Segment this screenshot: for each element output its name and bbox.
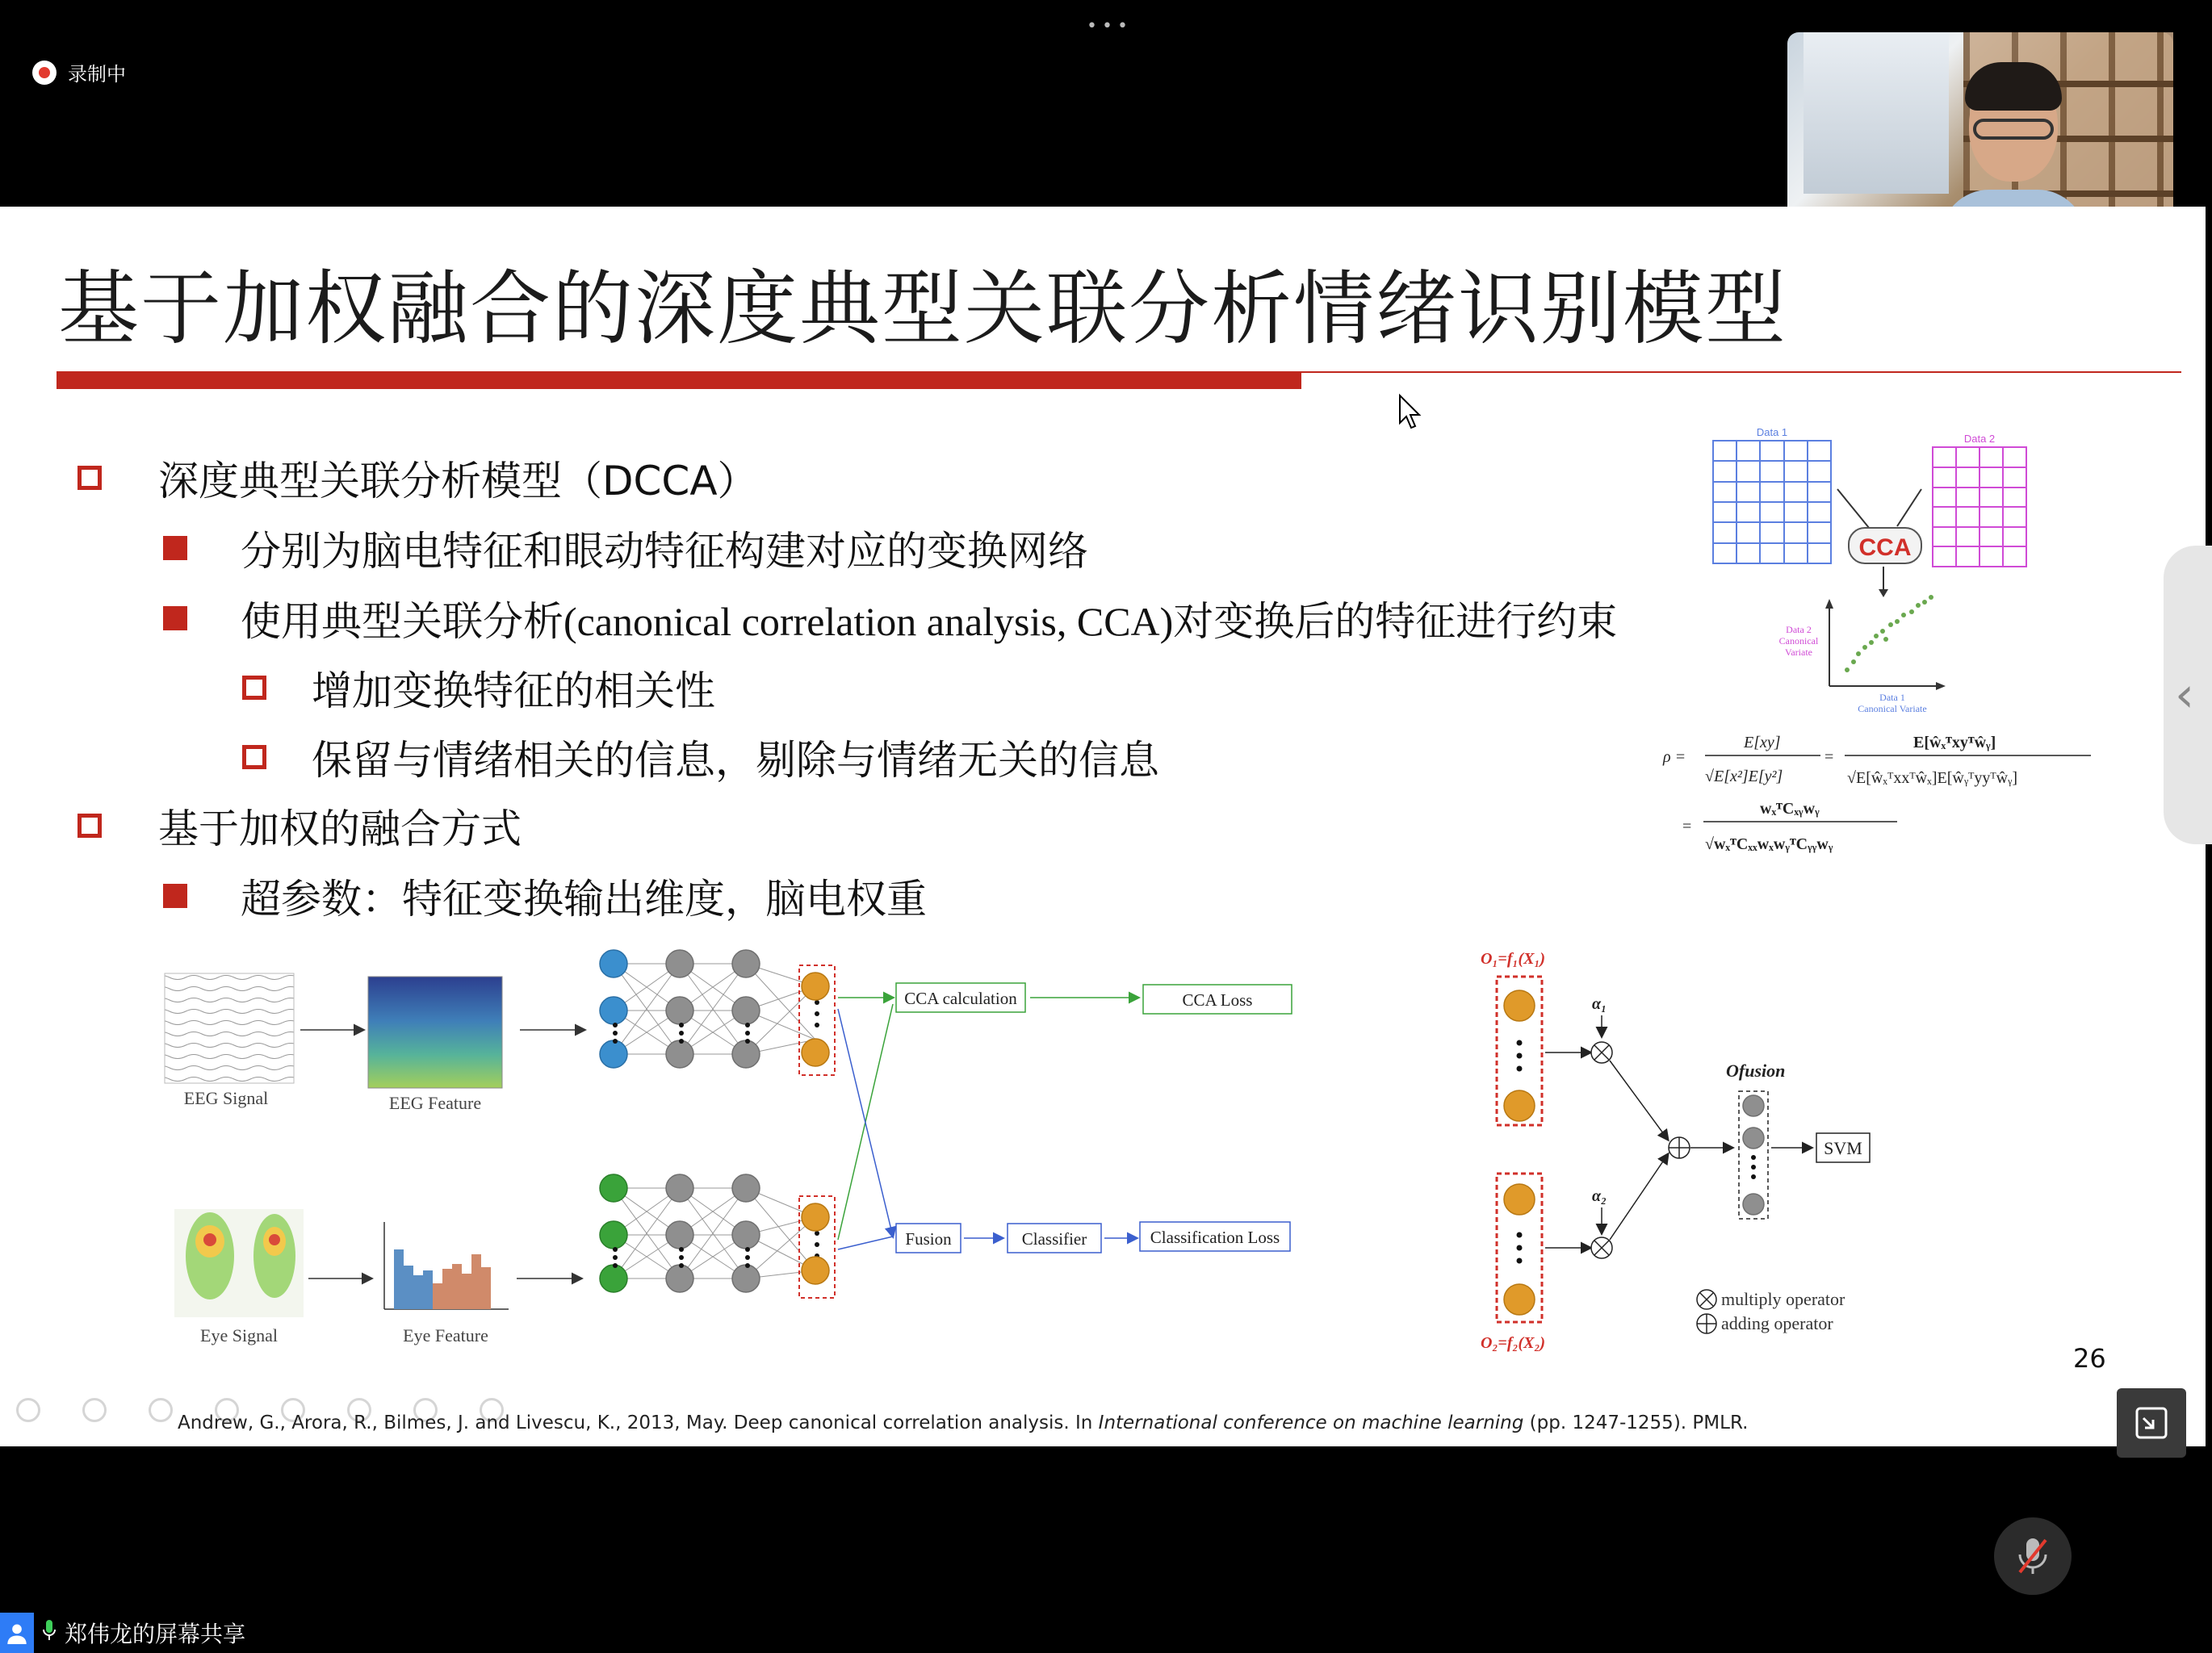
svg-text:√E[ŵₓᵀxxᵀŵₓ]E[ŵᵧᵀyyᵀŵᵧ]: √E[ŵₓᵀxxᵀŵₓ]E[ŵᵧᵀyyᵀŵᵧ] (1847, 769, 2018, 787)
title-underline (57, 371, 1301, 389)
eye-feature-histogram (384, 1222, 509, 1309)
pen-icon[interactable] (149, 1398, 173, 1422)
mouse-cursor-icon (1398, 394, 1422, 431)
bullet-l3-correlation: 增加变换特征的相关性 (242, 659, 715, 717)
svg-text:√wₓᵀCₓₓwₓwᵧᵀCᵧᵧwᵧ: √wₓᵀCₓₓwₓwᵧᵀCᵧᵧwᵧ (1705, 835, 1833, 853)
eeg-transform-network (614, 964, 815, 1054)
hollow-square-icon (242, 745, 266, 769)
exit-fullscreen-button[interactable] (2117, 1388, 2186, 1458)
recording-icon (32, 61, 57, 85)
data2-label: Data 2 (1963, 433, 1996, 445)
o2-label: O₂=f₂(X₂) (1481, 1334, 1546, 1352)
shared-slide (0, 207, 2206, 1446)
mic-icon (42, 1618, 57, 1648)
x-axis-label-1: Data 1 (1879, 692, 1905, 703)
fusion-label: Fusion (905, 1229, 952, 1249)
eeg-signal-image (165, 973, 294, 1083)
multiply-icon (1591, 1042, 1612, 1063)
mute-button[interactable] (1994, 1517, 2072, 1595)
bullet-l2-hyperparams: 超参数：特征变换输出维度，脑电权重 (163, 867, 927, 925)
svg-text:E[xy]: E[xy] (1744, 734, 1781, 751)
svg-text:=: = (1682, 818, 1692, 835)
data2-grid (1933, 447, 2026, 567)
eeg-signal-label: EEG Signal (183, 1088, 269, 1108)
eye-signal-label: Eye Signal (200, 1325, 278, 1345)
data1-label: Data 1 (1756, 426, 1788, 438)
share-label-text: 郑伟龙的屏幕共享 (65, 1621, 246, 1647)
svg-text:ρ =: ρ = (1663, 748, 1686, 766)
alpha1-label: α₁ (1592, 995, 1607, 1013)
alpha2-label: α₂ (1592, 1187, 1607, 1205)
cca-diagram (1679, 425, 2131, 714)
exit-fullscreen-icon (2132, 1404, 2171, 1442)
x-axis-label-2: Canonical Variate (1858, 703, 1927, 714)
cca-calculation-label: CCA calculation (904, 989, 1017, 1008)
recording-indicator (32, 58, 126, 86)
more-dots-icon[interactable]: ••• (1087, 16, 1133, 36)
o1-label: O₁=f₁(X₁) (1481, 950, 1546, 968)
multiply-legend-label: multiply operator (1721, 1289, 1845, 1309)
bullet-l1-dcca: 深度典型关联分析模型（DCCA） (78, 449, 758, 507)
add-icon (1669, 1137, 1690, 1158)
eeg-feature-image (368, 977, 502, 1088)
cca-label: CCA (1858, 534, 1912, 561)
cca-loss-label: CCA Loss (1182, 990, 1253, 1010)
slide-reference: Andrew, G., Arora, R., Bilmes, J. and Livescu, K., 2013, May. Deep canonical correlation analysis. In International conference on machine learning (pp. 1247-1255). PMLR. (178, 1412, 1749, 1433)
y-axis-label-1: Data 2 (1786, 624, 1812, 635)
filled-square-icon (163, 606, 187, 630)
hollow-square-icon (78, 466, 102, 490)
bullet-l3-info: 保留与情绪相关的信息，剔除与情绪无关的信息 (242, 728, 1159, 786)
hollow-square-icon (242, 676, 266, 700)
multiply-legend-icon (1697, 1290, 1716, 1309)
recording-label: 录制中 (68, 63, 126, 86)
eye-feature-label: Eye Feature (403, 1325, 488, 1345)
multiply-icon (1591, 1237, 1612, 1258)
add-legend-label: adding operator (1721, 1313, 1833, 1333)
svg-text:E[ŵₓᵀxyᵀŵᵧ]: E[ŵₓᵀxyᵀŵᵧ] (1913, 734, 1996, 751)
screen-share-label (0, 1613, 245, 1653)
ofusion-label: Ofusion (1726, 1061, 1786, 1081)
mic-muted-icon (2015, 1535, 2051, 1577)
svm-label: SVM (1824, 1138, 1862, 1158)
eeg-feature-label: EEG Feature (388, 1093, 482, 1113)
eye-transform-network (614, 1188, 815, 1278)
y-axis-label-2: Canonical (1778, 635, 1819, 647)
next-slide-icon[interactable] (82, 1398, 107, 1422)
classification-loss-label: Classification Loss (1150, 1228, 1280, 1247)
cca-formula (1655, 723, 2115, 860)
y-axis-label-3: Variate (1785, 647, 1812, 658)
user-icon (0, 1613, 34, 1653)
add-legend-icon (1697, 1314, 1716, 1333)
svg-text:√E[x²]E[y²]: √E[x²]E[y²] (1705, 768, 1783, 785)
svg-text:=: = (1824, 748, 1834, 766)
side-panel-toggle[interactable] (2164, 546, 2212, 844)
slide-title: 基于加权融合的深度典型关联分析情绪识别模型 (58, 262, 1787, 356)
prev-slide-icon[interactable] (16, 1398, 40, 1422)
slide-page-number: 26 (2073, 1343, 2106, 1374)
weighted-fusion-diagram (1469, 948, 1889, 1367)
chevron-left-icon: ‹ (2175, 667, 2194, 723)
title-rule (1301, 371, 2181, 373)
svg-text:wₓᵀCₓᵧwᵧ: wₓᵀCₓᵧwᵧ (1760, 800, 1820, 818)
bullet-l1-fusion: 基于加权的融合方式 (78, 797, 522, 855)
bullet-l2-cca: 使用典型关联分析(canonical correlation analysis, CCA)对变换后的特征进行约束 (163, 589, 1617, 647)
classifier-label: Classifier (1021, 1229, 1087, 1249)
canonical-points (1845, 595, 1933, 672)
data1-grid (1713, 441, 1831, 563)
filled-square-icon (163, 884, 187, 908)
dcca-pipeline-diagram (153, 949, 1316, 1369)
filled-square-icon (163, 536, 187, 560)
bullet-l2-networks: 分别为脑电特征和眼动特征构建对应的变换网络 (163, 519, 1088, 577)
hollow-square-icon (78, 814, 102, 838)
